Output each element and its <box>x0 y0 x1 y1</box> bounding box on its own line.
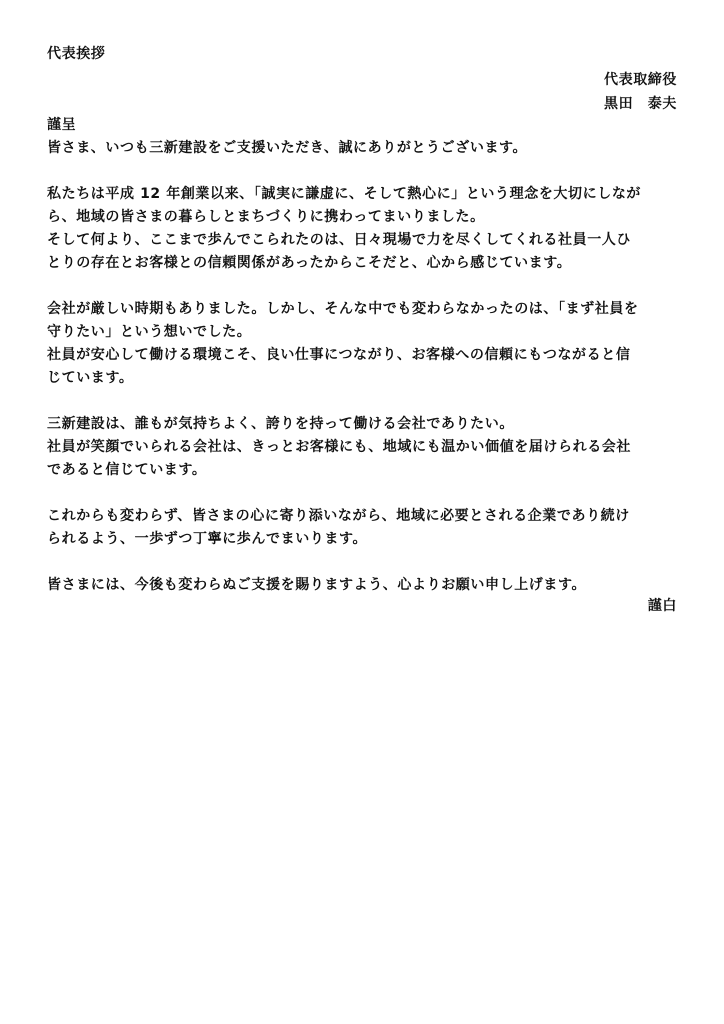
body-line: とりの存在とお客様との信頼関係があったからこそだと、心から感じています。 <box>47 255 572 271</box>
body-line: ら、地域の皆さまの暮らしとまちづくりに携わってまいりました。 <box>47 209 485 225</box>
body-line: 皆さま、いつも三新建設をご支援いただき、誠にありがとうございます。 <box>47 140 528 156</box>
body-line: 私たちは平成 12 年創業以来、「誠実に謙虚に、そして熱心に」という理念を大切にしなが <box>47 186 642 202</box>
paragraph-break <box>47 551 683 574</box>
signature-title: 代表取締役 <box>604 72 677 88</box>
paragraph-break <box>47 160 683 183</box>
paragraph-break <box>47 390 683 413</box>
body-line: 社員が笑顔でいられる会社は、きっとお客様にも、地域にも温かい価値を届けられる会社 <box>47 439 631 455</box>
letter-body <box>47 114 683 597</box>
body-line: 三新建設は、誰もが気持ちよく、誇りを持って働ける会社でありたい。 <box>47 416 514 432</box>
body-line: じています。 <box>47 370 134 386</box>
signature-name: 黒田 泰夫 <box>604 96 677 112</box>
paragraph-break <box>47 275 683 298</box>
closing-phrase: 謹白 <box>647 598 677 614</box>
body-line: であると信じています。 <box>47 462 207 478</box>
body-line: 守りたい」という想いでした。 <box>47 324 252 340</box>
body-line: 社員が安心して働ける環境こそ、良い仕事につながり、お客様への信頼にもつながると信 <box>47 347 631 363</box>
body-line: 会社が厳しい時期もありました。しかし、そんな中でも変わらなかったのは、「まず社員を <box>47 301 639 317</box>
body-line: そして何より、ここまで歩んでこられたのは、日々現場で力を尽くしてくれる社員一人ひ <box>47 232 631 248</box>
paragraph-break <box>47 482 683 505</box>
letter-heading: 代表挨拶 <box>47 46 106 62</box>
body-line: 皆さまには、今後も変わらぬご支援を賜りますよう、心よりお願い申し上げます。 <box>47 577 587 593</box>
body-line: これからも変わらず、皆さまの心に寄り添いながら、地域に必要とされる企業であり続け <box>47 508 630 524</box>
salutation: 謹呈 <box>47 117 77 133</box>
body-line: られるよう、一歩ずつ丁寧に歩んでまいります。 <box>47 531 368 547</box>
